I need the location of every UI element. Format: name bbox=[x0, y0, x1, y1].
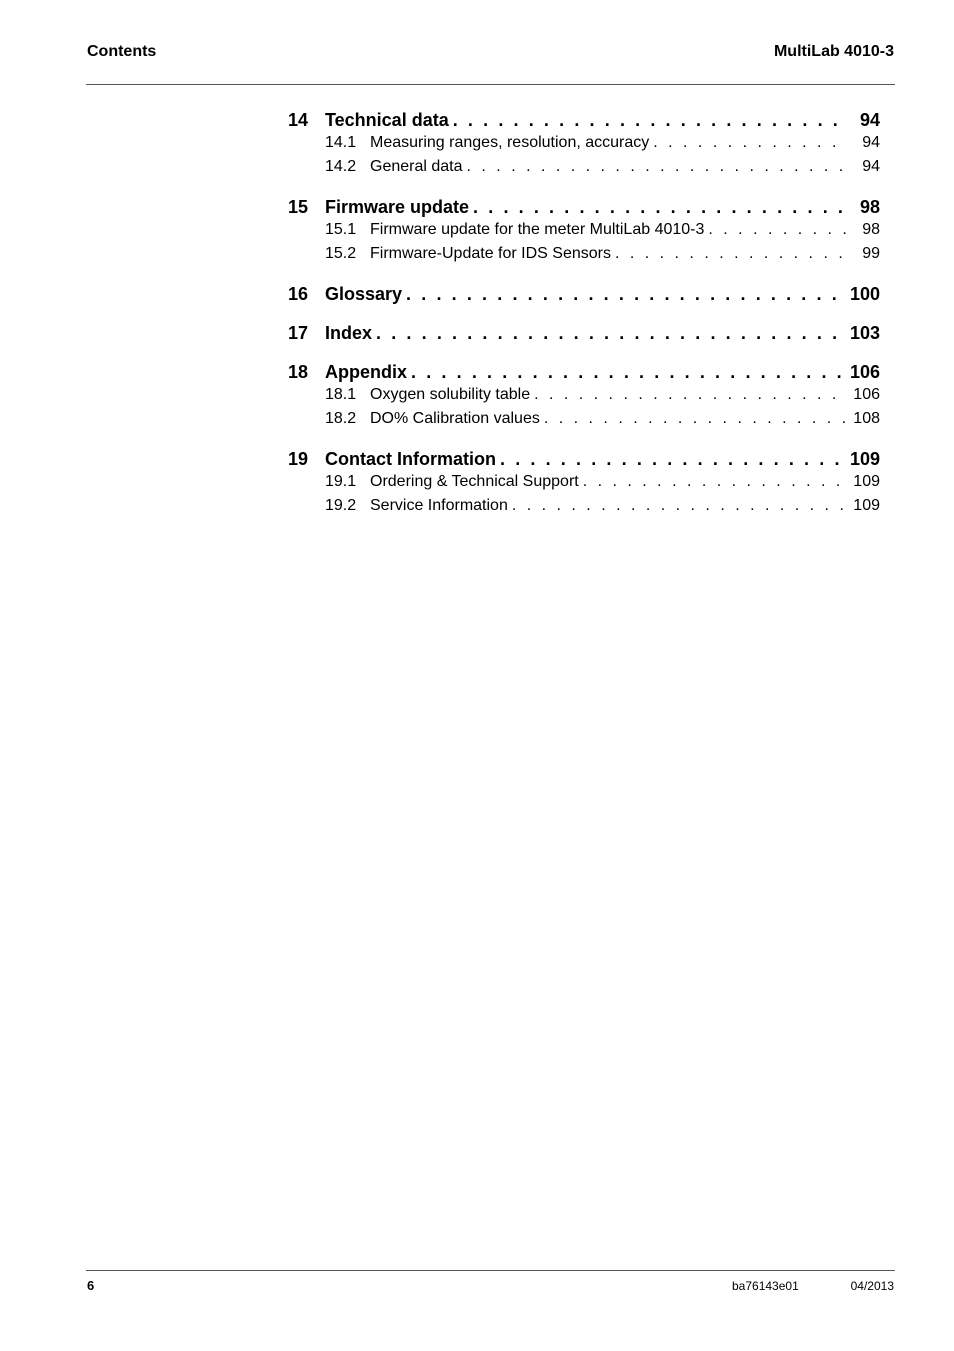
page-number: 98 bbox=[862, 221, 880, 238]
toc-subentry[interactable] bbox=[288, 410, 880, 434]
dot-leader bbox=[534, 386, 845, 404]
section-title: DO% Calibration values bbox=[370, 410, 540, 427]
dot-leader bbox=[467, 158, 848, 176]
section-title: Ordering & Technical Support bbox=[370, 473, 579, 490]
running-header-section: Contents bbox=[87, 43, 157, 60]
dot-leader bbox=[708, 221, 848, 239]
header-divider bbox=[86, 84, 895, 85]
toc-subentry[interactable] bbox=[288, 221, 880, 245]
toc-chapter-14 bbox=[288, 110, 880, 182]
dot-leader bbox=[473, 197, 848, 218]
page-number: 100 bbox=[849, 284, 880, 304]
page-number: 94 bbox=[862, 158, 880, 175]
toc-chapter-16 bbox=[288, 284, 880, 308]
toc-entry[interactable] bbox=[288, 284, 880, 308]
chapter-title: Technical data bbox=[325, 110, 449, 130]
dot-leader bbox=[615, 245, 848, 263]
page-number: 94 bbox=[859, 110, 880, 130]
chapter-number: 14 bbox=[288, 110, 309, 130]
toc-subentry[interactable] bbox=[288, 134, 880, 158]
section-title: General data bbox=[370, 158, 463, 175]
toc-entry[interactable] bbox=[288, 323, 880, 347]
chapter-title: Glossary bbox=[325, 284, 403, 304]
page-number: 109 bbox=[853, 473, 880, 490]
section-title: Firmware-Update for IDS Sensors bbox=[370, 245, 611, 262]
toc-subentry[interactable] bbox=[288, 386, 880, 410]
page-number: 94 bbox=[862, 134, 880, 151]
section-title: Oxygen solubility table bbox=[370, 386, 531, 403]
running-header-product: MultiLab 4010-3 bbox=[773, 43, 894, 60]
dot-leader bbox=[453, 110, 848, 131]
toc-subentry[interactable] bbox=[288, 158, 880, 182]
toc-entry[interactable] bbox=[288, 449, 880, 473]
section-number: 18.1 bbox=[325, 386, 357, 403]
toc-chapter-17 bbox=[288, 323, 880, 347]
dot-leader bbox=[411, 362, 842, 383]
chapter-number: 19 bbox=[288, 449, 309, 469]
chapter-number: 15 bbox=[288, 197, 309, 217]
chapter-title: Contact Information bbox=[325, 449, 496, 469]
toc-subentry[interactable] bbox=[288, 245, 880, 269]
dot-leader bbox=[500, 449, 842, 470]
section-number: 15.1 bbox=[325, 221, 357, 238]
page-number: 109 bbox=[853, 497, 880, 514]
toc-entry[interactable] bbox=[288, 110, 880, 134]
chapter-number: 16 bbox=[288, 284, 309, 304]
dot-leader bbox=[653, 134, 848, 152]
section-title: Measuring ranges, resolution, accuracy bbox=[370, 134, 650, 151]
page-number: 106 bbox=[849, 362, 880, 382]
footer-document-id: ba76143e01 bbox=[732, 1279, 799, 1293]
section-number: 14.1 bbox=[325, 134, 357, 151]
toc-entry[interactable] bbox=[288, 197, 880, 221]
page-number: 109 bbox=[849, 449, 880, 469]
footer-date: 04/2013 bbox=[850, 1279, 894, 1293]
toc-subentry[interactable] bbox=[288, 473, 880, 497]
dot-leader bbox=[544, 410, 845, 428]
toc-entry[interactable] bbox=[288, 362, 880, 386]
toc-chapter-18 bbox=[288, 362, 880, 434]
dot-leader bbox=[406, 284, 842, 305]
page-number: 103 bbox=[849, 323, 880, 343]
table-of-contents bbox=[288, 110, 880, 536]
page-number: 99 bbox=[862, 245, 880, 262]
chapter-title: Appendix bbox=[325, 362, 408, 382]
chapter-title: Index bbox=[325, 323, 373, 343]
section-number: 14.2 bbox=[325, 158, 357, 175]
section-number: 18.2 bbox=[325, 410, 357, 427]
section-number: 15.2 bbox=[325, 245, 357, 262]
page-number: 98 bbox=[859, 197, 880, 217]
page-number: 106 bbox=[853, 386, 880, 403]
chapter-number: 18 bbox=[288, 362, 309, 382]
section-title: Firmware update for the meter MultiLab 4010-3 bbox=[370, 221, 705, 238]
toc-chapter-19 bbox=[288, 449, 880, 521]
footer-divider bbox=[86, 1270, 895, 1271]
section-number: 19.1 bbox=[325, 473, 357, 490]
dot-leader bbox=[583, 473, 846, 491]
toc-subentry[interactable] bbox=[288, 497, 880, 521]
section-number: 19.2 bbox=[325, 497, 357, 514]
footer-page-number: 6 bbox=[87, 1278, 95, 1293]
dot-leader bbox=[376, 323, 842, 344]
dot-leader bbox=[512, 497, 845, 515]
toc-chapter-15 bbox=[288, 197, 880, 269]
page-number: 108 bbox=[853, 410, 880, 427]
section-title: Service Information bbox=[370, 497, 508, 514]
chapter-title: Firmware update bbox=[325, 197, 470, 217]
chapter-number: 17 bbox=[288, 323, 309, 343]
